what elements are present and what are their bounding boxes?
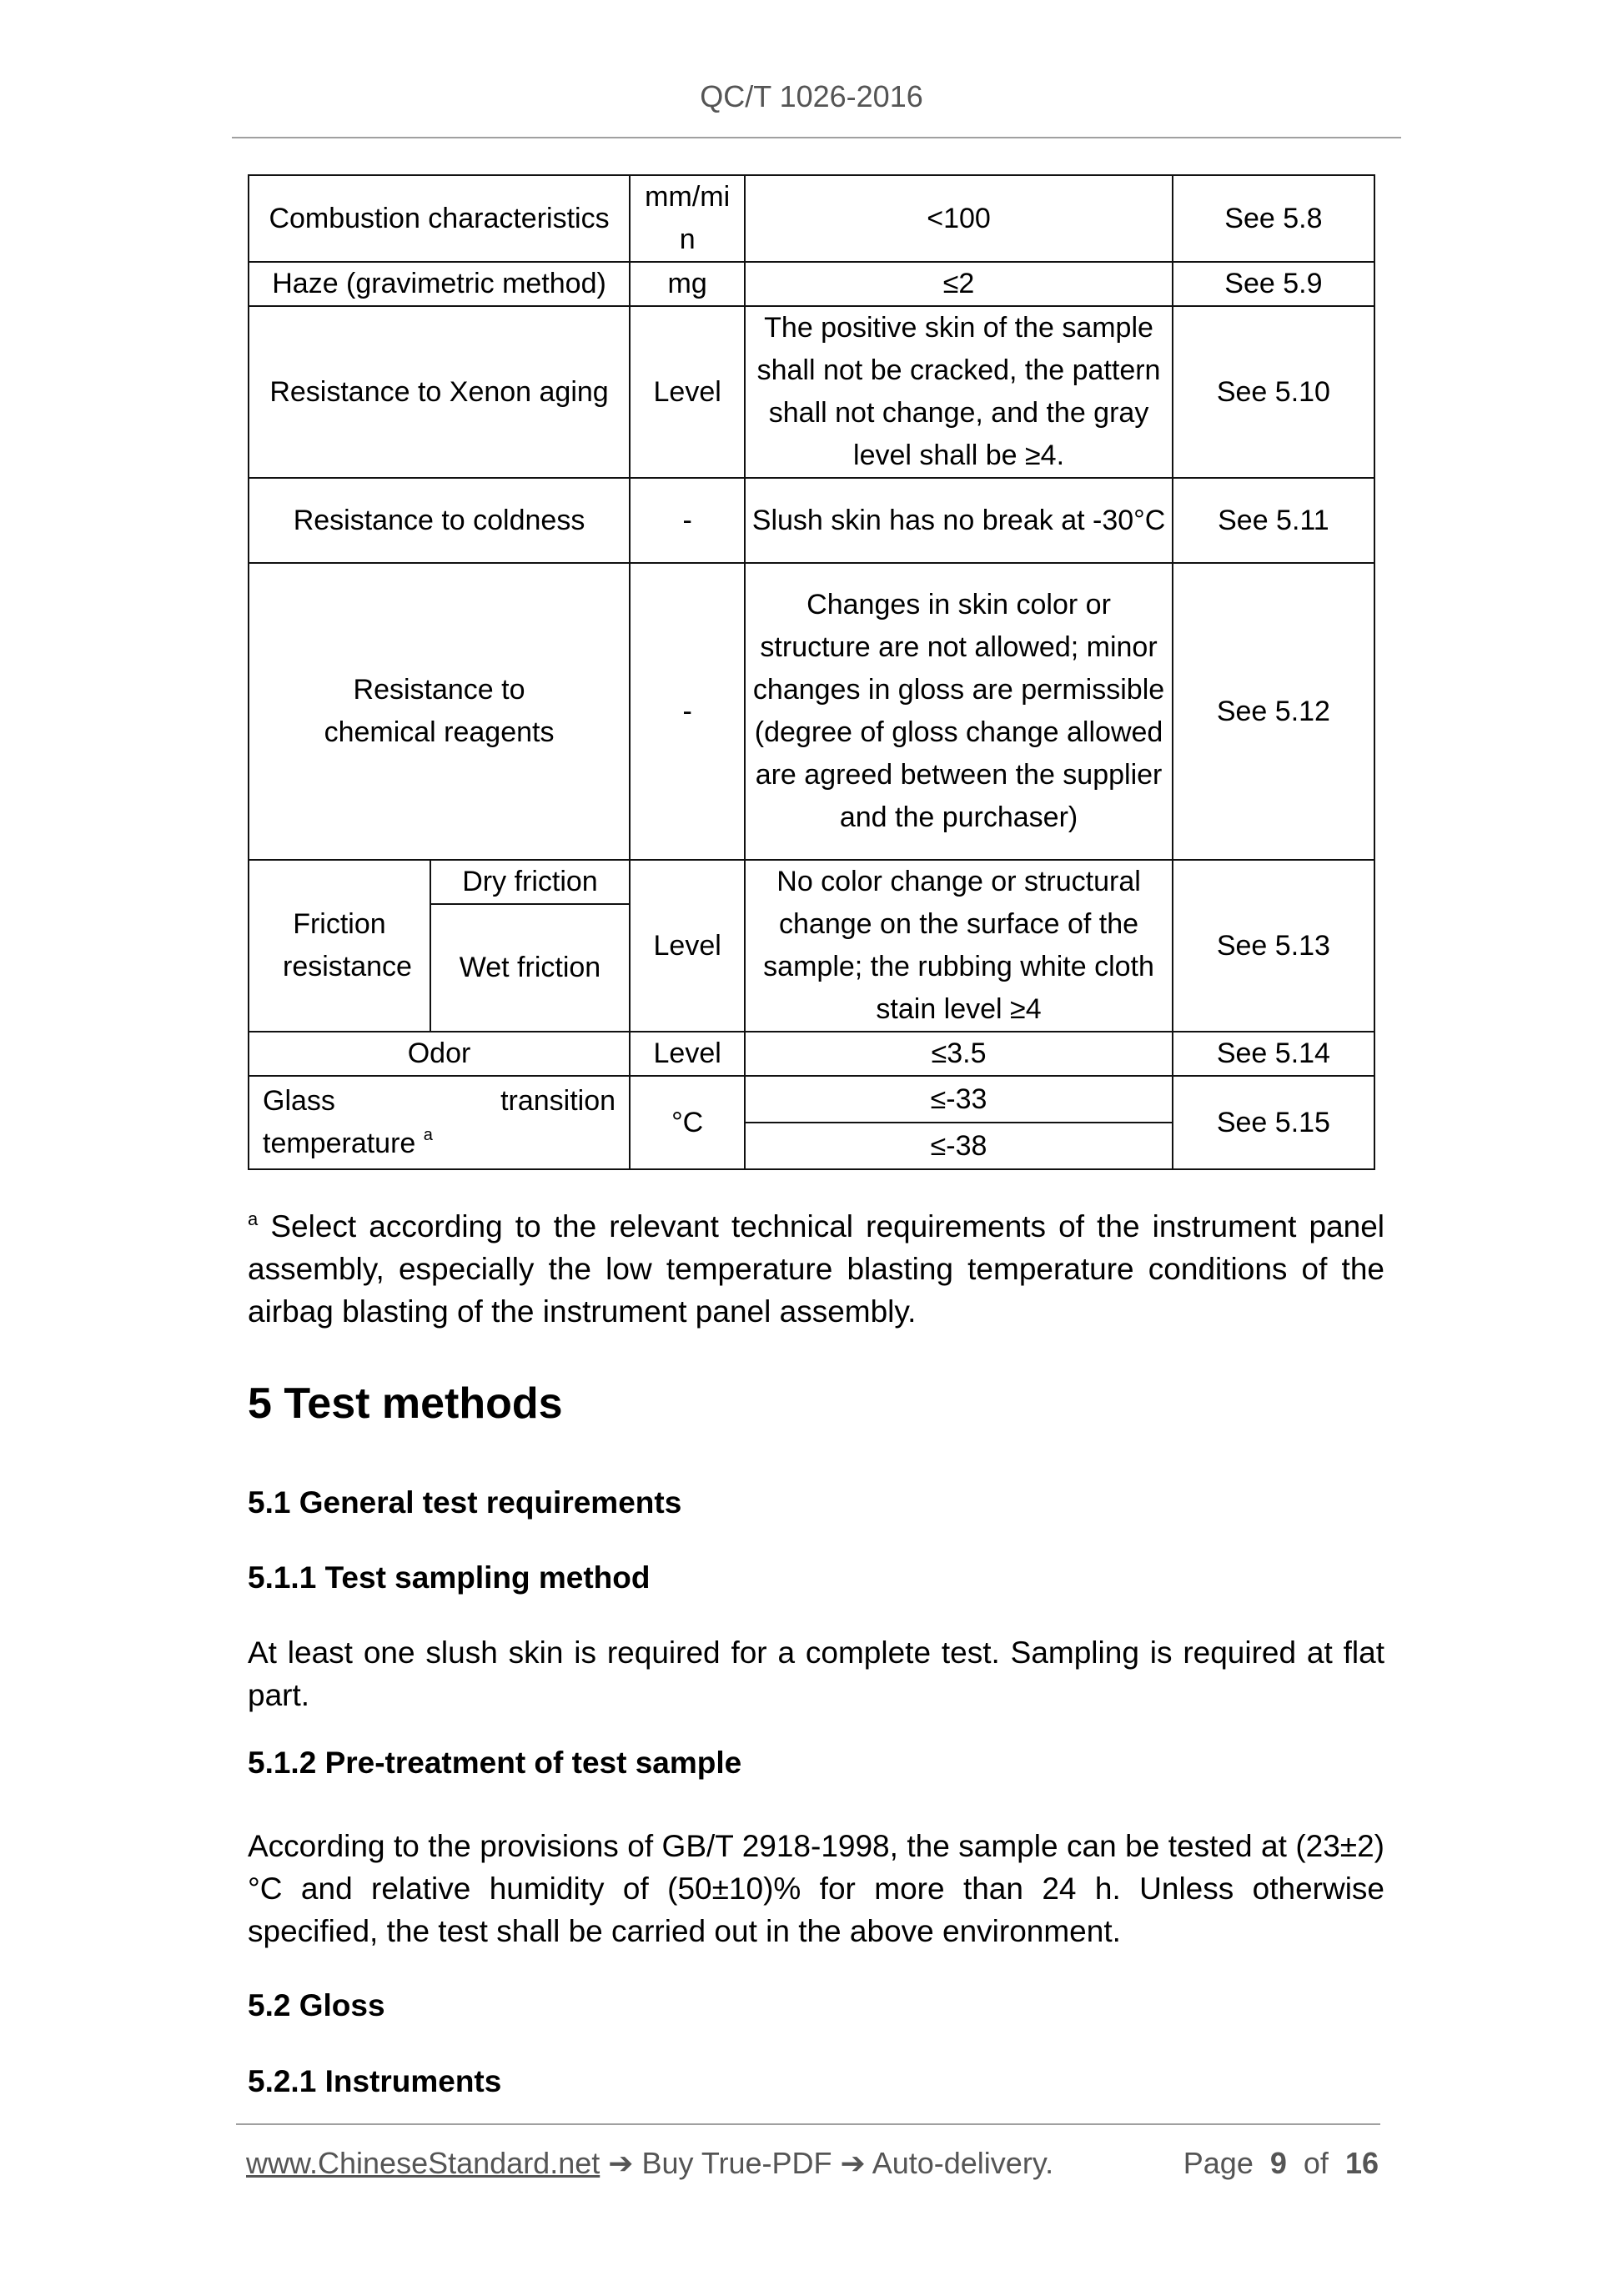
- table-row: [249, 1032, 1374, 1076]
- section-heading-5-1: 5.1 General test requirements: [248, 1485, 682, 1520]
- unit-cell: °C: [630, 1076, 745, 1169]
- subitem-cell: Wet friction: [430, 904, 630, 1032]
- footer-promo: [246, 2145, 1053, 2182]
- footnote-text: Select according to the relevant technical requirements of the instrument panel assembly, especially the low temperature blasting temperature conditions of the airbag blasting of the instrument panel assembly.: [248, 1209, 1384, 1329]
- total-pages: 16: [1344, 2146, 1379, 2180]
- requirement-cell: Slush skin has no break at -30°C: [745, 478, 1173, 563]
- requirement-cell: ≤-33: [745, 1076, 1173, 1123]
- section-heading-5-1-2: 5.1.2 Pre-treatment of test sample: [248, 1746, 742, 1780]
- unit-cell: Level: [630, 860, 745, 1032]
- method-ref-cell: See 5.9: [1173, 262, 1374, 306]
- unit-cell: mm/mi n: [630, 175, 745, 262]
- table-row: [249, 478, 1374, 563]
- item-text: Glass: [263, 1085, 335, 1117]
- site-link[interactable]: www.ChineseStandard.net: [246, 2146, 600, 2180]
- requirement-cell: Changes in skin color or structure are not allowed; minor changes in gloss are permissible (degree of gloss change allowed are agreed between the supplier and the purchaser): [745, 563, 1173, 860]
- page-header-doc-id: QC/T 1026-2016: [700, 79, 923, 113]
- footer-divider: [236, 2123, 1380, 2125]
- footer-buy-text: Buy True-PDF: [641, 2146, 832, 2180]
- table-row: [249, 860, 1374, 904]
- footnote-marker: a: [423, 1126, 433, 1144]
- method-ref-cell: See 5.11: [1173, 478, 1374, 563]
- item-cell: Haze (gravimetric method): [249, 262, 630, 306]
- item-cell: Combustion characteristics: [249, 175, 630, 262]
- of-label: of: [1303, 2146, 1329, 2180]
- section-heading-5-1-1: 5.1.1 Test sampling method: [248, 1560, 651, 1595]
- requirement-cell: No color change or structural change on the surface of the sample; the rubbing white cloth stain level ≥4: [745, 860, 1173, 1032]
- arrow-right-icon: ➔: [608, 2146, 634, 2180]
- item-cell: [249, 1076, 630, 1169]
- page-number: [1183, 2145, 1379, 2182]
- item-cell: Resistance to chemical reagents: [249, 563, 630, 860]
- requirement-cell: The positive skin of the sample shall not be cracked, the pattern shall not change, and the gray level shall be ≥4.: [745, 306, 1173, 478]
- item-cell: Resistance to Xenon aging: [249, 306, 630, 478]
- method-ref-cell: See 5.13: [1173, 860, 1374, 1032]
- method-ref-cell: See 5.12: [1173, 563, 1374, 860]
- item-cell: Resistance to coldness: [249, 478, 630, 563]
- unit-cell: Level: [630, 1032, 745, 1076]
- paragraph-sampling: At least one slush skin is required for a complete test. Sampling is required at flat part.: [248, 1635, 1384, 1712]
- requirement-cell: ≤2: [745, 262, 1173, 306]
- table-row: [249, 1076, 1374, 1123]
- unit-cell: Level: [630, 306, 745, 478]
- requirement-cell: ≤-38: [745, 1123, 1173, 1169]
- footer-delivery-text: Auto-delivery.: [872, 2146, 1054, 2180]
- table-row: [249, 262, 1374, 306]
- current-page: 9: [1269, 2146, 1287, 2180]
- page-label: Page: [1183, 2146, 1254, 2180]
- header-divider: [232, 137, 1401, 138]
- subitem-cell: Dry friction: [430, 860, 630, 904]
- table-footnote: [248, 1205, 1384, 1333]
- section-heading-5-2-1: 5.2.1 Instruments: [248, 2064, 502, 2098]
- item-cell: Friction resistance: [249, 860, 430, 1032]
- section-heading-5: 5 Test methods: [248, 1379, 563, 1428]
- item-text: transition: [500, 1085, 616, 1117]
- paragraph-pretreatment: According to the provisions of GB/T 2918-1998, the sample can be tested at (23±2)°C and relative humidity of (50±10)% for more than 24 h. Unless otherwise specified, the test shall be carried out in the above environment.: [248, 1829, 1384, 1948]
- requirement-cell: ≤3.5: [745, 1032, 1173, 1076]
- requirement-cell: <100: [745, 175, 1173, 262]
- unit-cell: -: [630, 478, 745, 563]
- method-ref-cell: See 5.14: [1173, 1032, 1374, 1076]
- table-row: [249, 306, 1374, 478]
- table-row: [249, 563, 1374, 860]
- table-row: [249, 175, 1374, 262]
- footnote-marker: a: [248, 1208, 259, 1229]
- arrow-right-icon: ➔: [840, 2146, 866, 2180]
- item-cell: Odor: [249, 1032, 630, 1076]
- requirements-table: [248, 174, 1375, 1170]
- section-heading-5-2: 5.2 Gloss: [248, 1988, 385, 2022]
- method-ref-cell: See 5.10: [1173, 306, 1374, 478]
- unit-cell: -: [630, 563, 745, 860]
- unit-cell: mg: [630, 262, 745, 306]
- item-text: temperature: [263, 1128, 416, 1159]
- method-ref-cell: See 5.15: [1173, 1076, 1374, 1169]
- method-ref-cell: See 5.8: [1173, 175, 1374, 262]
